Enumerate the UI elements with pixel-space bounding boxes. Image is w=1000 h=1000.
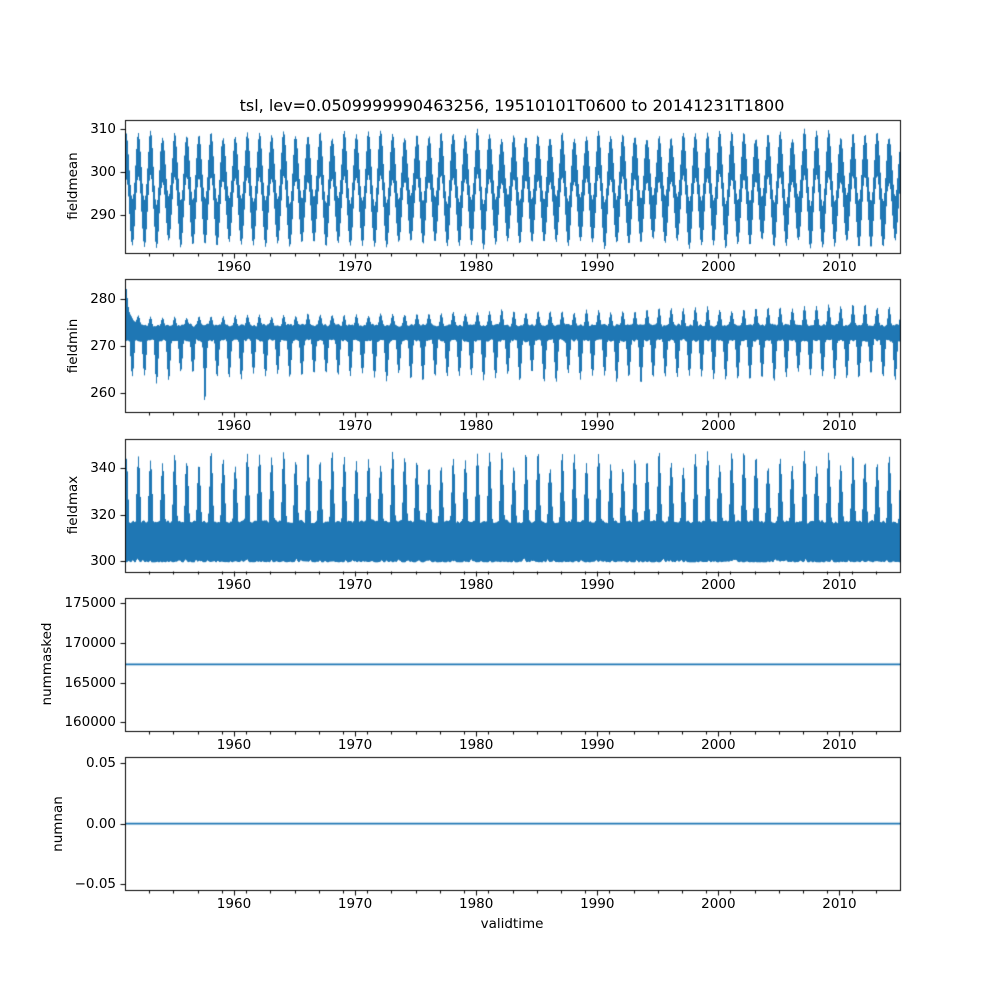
x-tick-label: 1960 xyxy=(216,577,252,594)
y-tick-label: 160000 xyxy=(64,714,116,731)
x-tick-label: 1970 xyxy=(337,258,373,275)
x-axis-label: validtime xyxy=(480,916,544,932)
x-tick-label: 2010 xyxy=(822,896,857,912)
y-tick-label: 320 xyxy=(90,506,116,523)
x-tick-label: 1990 xyxy=(580,577,615,594)
x-tick-label: 1990 xyxy=(580,418,615,435)
y-tick-label: −0.05 xyxy=(74,875,116,892)
y-tick-label: 260 xyxy=(90,384,116,401)
x-tick-label: 2000 xyxy=(701,577,736,594)
y-tick-label: 270 xyxy=(90,338,116,355)
y-tick-label: 290 xyxy=(90,207,116,224)
x-tick-label: 1980 xyxy=(458,736,494,753)
y-tick-label: 300 xyxy=(90,552,116,569)
x-tick-label: 2000 xyxy=(701,258,736,275)
y-tick-label: 0.05 xyxy=(85,755,116,772)
x-tick-label: 2010 xyxy=(822,418,857,435)
y-axis-label-nummasked: nummasked xyxy=(39,622,56,706)
x-tick-label: 1960 xyxy=(216,418,252,435)
x-tick-label: 2010 xyxy=(822,577,857,594)
y-tick-label: 300 xyxy=(90,164,116,181)
x-tick-label: 1970 xyxy=(337,577,373,594)
y-axis-label-numnan: numnan xyxy=(49,795,66,852)
x-tick-label: 1970 xyxy=(337,896,373,912)
x-tick-label: 1990 xyxy=(580,736,615,753)
y-tick-label: 340 xyxy=(90,460,116,477)
y-tick-label: 165000 xyxy=(64,674,116,691)
x-tick-label: 2010 xyxy=(822,258,857,275)
x-tick-label: 1980 xyxy=(458,258,494,275)
x-tick-label: 2010 xyxy=(822,736,857,753)
y-tick-label: 280 xyxy=(90,291,116,308)
y-tick-label: 310 xyxy=(90,121,116,138)
x-tick-label: 1990 xyxy=(580,258,615,275)
y-tick-label: 170000 xyxy=(64,634,116,651)
y-axis-label-fieldmean: fieldmean xyxy=(65,152,82,221)
x-tick-label: 1990 xyxy=(580,896,615,912)
x-tick-label: 1970 xyxy=(337,736,373,753)
figure-title: tsl, lev=0.0509999990463256, 19510101T0600 to 20141231T1800 xyxy=(239,96,785,115)
y-tick-label: 175000 xyxy=(64,595,116,612)
y-axis-label-fieldmin: fieldmin xyxy=(65,318,82,373)
x-tick-label: 2000 xyxy=(701,418,736,435)
x-tick-label: 1960 xyxy=(216,258,252,275)
x-tick-label: 1970 xyxy=(337,418,373,435)
x-tick-label: 1960 xyxy=(216,736,252,753)
x-tick-label: 1980 xyxy=(458,577,494,594)
x-tick-label: 2000 xyxy=(701,736,736,753)
x-tick-label: 1960 xyxy=(216,896,252,912)
y-axis-label-fieldmax: fieldmax xyxy=(65,475,82,535)
y-tick-label: 0.00 xyxy=(85,815,116,832)
x-tick-label: 2000 xyxy=(701,896,736,912)
x-tick-label: 1980 xyxy=(458,418,494,435)
x-tick-label: 1980 xyxy=(458,896,494,912)
